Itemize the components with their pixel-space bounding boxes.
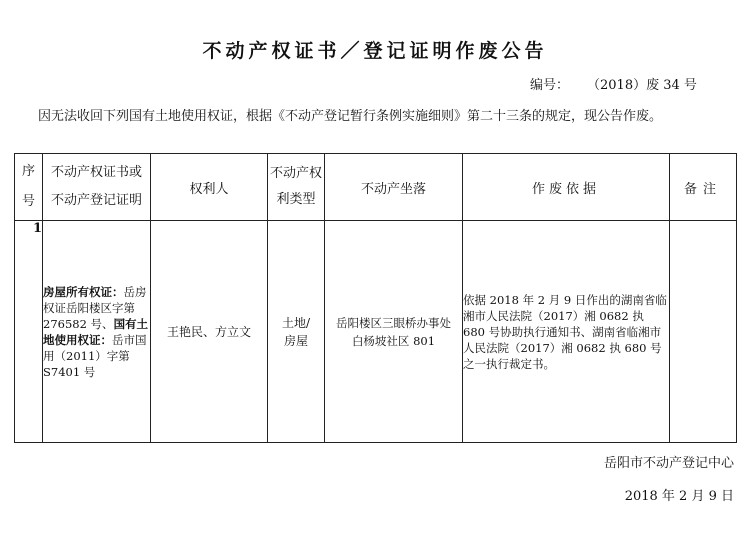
header-seq-line1: 序: [21, 164, 35, 179]
house-cert-value: 岳房权证岳阳楼区字第 276582 号、: [43, 284, 147, 331]
header-location: 不动产坐落: [325, 154, 463, 221]
row-basis: 依据 2018 年 2 月 9 日作出的湖南省临湘市人民法院（2017）湘 0682 执 680 号协助执行通知书、湖南省临湘市人民法院（2017）湘 0682 执 680 号之一执行裁定书。: [463, 221, 670, 443]
issuer: 岳阳市不动产登记中心: [603, 456, 734, 471]
row-right-type-line2: 房屋: [283, 333, 308, 348]
header-right-type-line1: 不动产权: [269, 166, 322, 181]
row-holder: 王艳民、方立文: [151, 221, 268, 443]
header-right-type-line2: 利类型: [276, 192, 316, 207]
row-location-line1: 岳阳楼区三眼桥办事处: [336, 315, 451, 330]
cancellation-table: [14, 153, 737, 443]
document-number: [530, 74, 697, 93]
header-right-type: [268, 154, 325, 221]
row-location-line2: 白杨坡社区 801: [351, 333, 436, 348]
table-row: [15, 221, 737, 443]
row-right-type: [268, 221, 325, 443]
header-holder: 权利人: [151, 154, 268, 221]
header-seq: [15, 154, 43, 221]
document-number-value: （2018）废 34 号: [587, 78, 697, 93]
table-header-row: [15, 154, 737, 221]
land-cert-label: 国有土地使用权证：: [43, 316, 149, 347]
row-note: [670, 221, 737, 443]
header-certificate-line2: 不动产登记证明: [50, 193, 142, 208]
header-certificate-line1: 不动产权证书或: [50, 165, 142, 180]
document-number-label: 编号：: [530, 78, 570, 93]
notice-title: 不动产权证书／登记证明作废公告: [202, 40, 548, 62]
issue-date: 2018 年 2 月 9 日: [624, 489, 734, 504]
header-basis: 作废依据: [463, 154, 670, 221]
row-right-type-line1: 土地/: [281, 315, 311, 330]
header-note: 备注: [670, 154, 737, 221]
row-location: [325, 221, 463, 443]
header-seq-line2: 号: [21, 194, 35, 209]
row-certificate: [43, 221, 151, 443]
intro-paragraph: 因无法收回下列国有土地使用权证，根据《不动产登记暂行条例实施细则》第二十三条的规定，现公告作废。: [38, 109, 663, 124]
row-seq: 1: [15, 221, 43, 443]
house-cert-label: 房屋所有权证：: [43, 284, 124, 299]
land-cert-value: 岳市国用（2011）字第 S7401 号: [43, 332, 147, 379]
header-certificate: [43, 154, 151, 221]
